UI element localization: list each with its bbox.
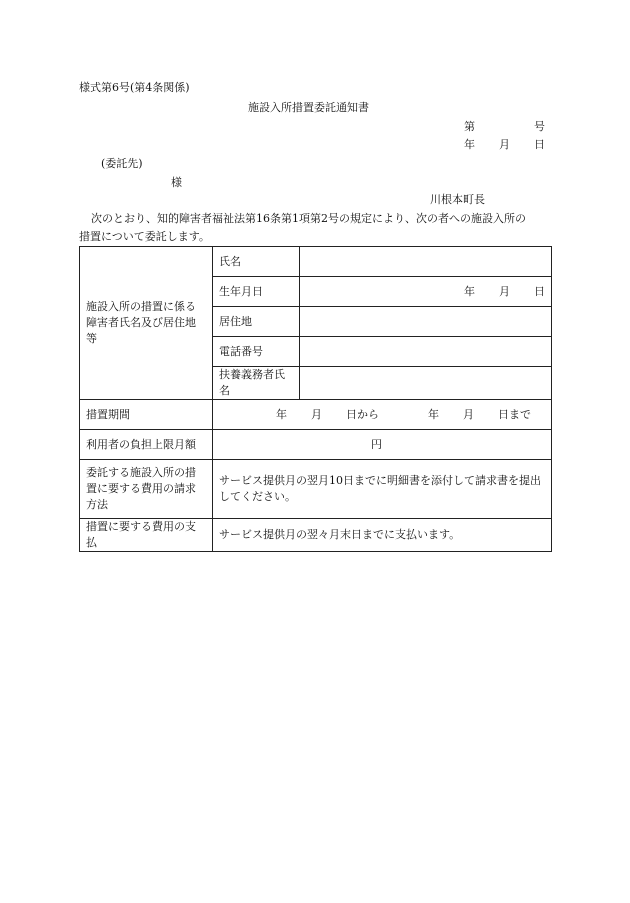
table-row <box>80 247 552 277</box>
body-text-line2: 措置について委託します。 <box>79 230 210 243</box>
doc-no-suffix: 号 <box>534 120 545 133</box>
body-text-line1: 次のとおり、知的障害者福祉法第16条第1項第2号の規定により、次の者への施設入所の <box>91 212 526 225</box>
payment-label: 措置に要する費用の支払 <box>80 519 213 552</box>
issuer: 川根本町長 <box>430 193 485 206</box>
period-to-month: 月 <box>463 407 474 421</box>
birthdate-label: 生年月日 <box>213 277 300 307</box>
name-value <box>300 247 552 277</box>
period-from-day: 日から <box>346 407 379 421</box>
billing-text: サービス提供月の翌月10日までに明細書を添付して請求書を提出してください。 <box>213 460 552 519</box>
person-section-label: 施設入所の措置に係る障害者氏名及び居住地等 <box>80 247 213 400</box>
name-label: 氏名 <box>213 247 300 277</box>
guardian-value <box>300 367 552 400</box>
document-title: 施設入所措置委託通知書 <box>248 101 369 114</box>
birth-month: 月 <box>499 284 510 298</box>
honorific: 様 <box>171 176 182 189</box>
entrustment-table <box>79 246 552 552</box>
document-date <box>464 138 545 152</box>
document-number <box>464 120 545 134</box>
table-row <box>80 400 552 430</box>
period-from-year: 年 <box>276 407 287 421</box>
table-row <box>80 460 552 519</box>
birth-day: 日 <box>534 284 545 298</box>
cap-label: 利用者の負担上限月額 <box>80 430 213 460</box>
period-to-year: 年 <box>428 407 439 421</box>
period-to-day: 日まで <box>498 407 531 421</box>
period-value <box>213 400 552 430</box>
cap-unit: 円 <box>371 437 382 451</box>
phone-value <box>300 337 552 367</box>
address-label: 居住地 <box>213 307 300 337</box>
birth-year: 年 <box>464 284 475 298</box>
form-number: 様式第6号(第4条関係) <box>79 81 190 94</box>
period-label: 措置期間 <box>80 400 213 430</box>
payment-text: サービス提供月の翌々月末日までに支払います。 <box>213 519 552 552</box>
phone-label: 電話番号 <box>213 337 300 367</box>
table-row <box>80 430 552 460</box>
guardian-label: 扶養義務者氏名 <box>213 367 300 400</box>
period-from-month: 月 <box>311 407 322 421</box>
cap-value <box>213 430 552 460</box>
date-day: 日 <box>534 138 545 151</box>
table-row <box>80 519 552 552</box>
billing-label: 委託する施設入所の措置に要する費用の請求方法 <box>80 460 213 519</box>
birthdate-value <box>300 277 552 307</box>
doc-no-prefix: 第 <box>464 120 475 133</box>
address-value <box>300 307 552 337</box>
recipient-label: (委託先) <box>101 157 143 170</box>
date-year: 年 <box>464 138 475 151</box>
date-month: 月 <box>499 138 510 151</box>
